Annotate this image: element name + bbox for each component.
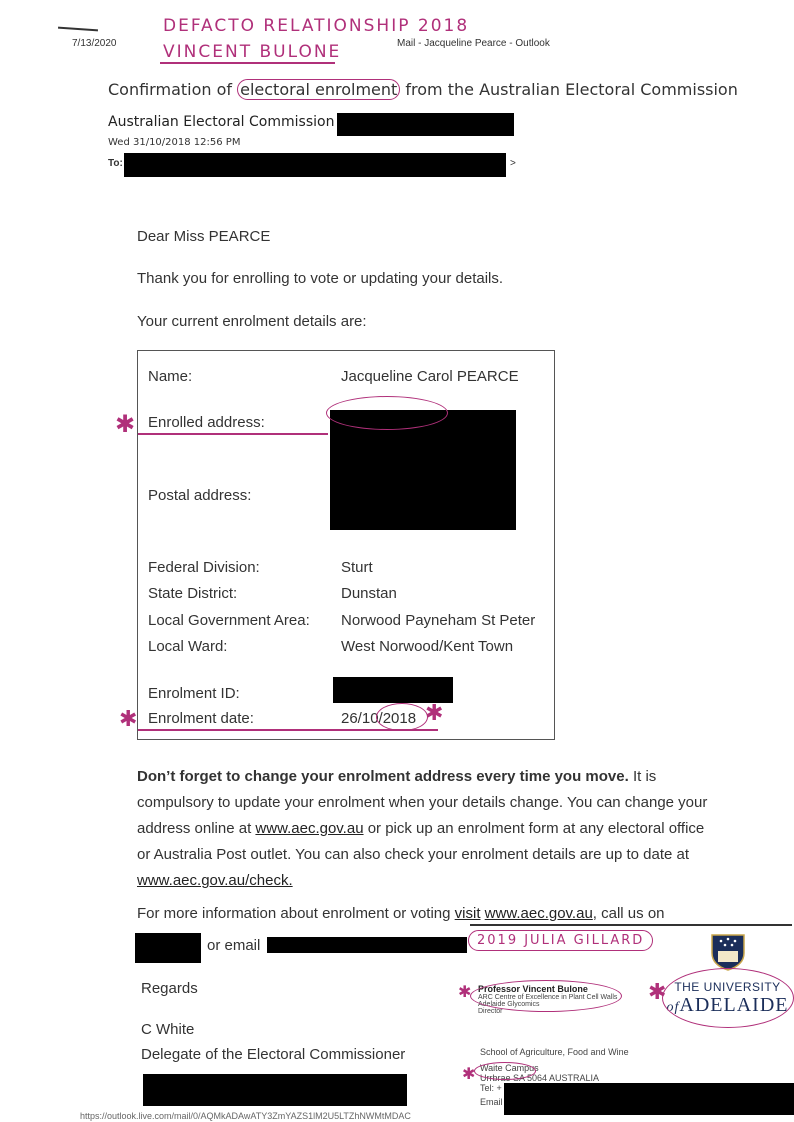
more-info-call: , call us on — [592, 905, 665, 922]
greeting: Dear Miss PEARCE — [137, 228, 271, 245]
subject-suffix: from the Australian Electoral Commission — [400, 80, 738, 99]
lga-value: Norwood Payneham St Peter — [341, 612, 536, 629]
signer-name: C White — [141, 1021, 195, 1038]
federal-division-value: Sturt — [341, 559, 373, 576]
subject-circled: electoral enrolment — [237, 79, 400, 100]
more-info-visit: visit — [454, 905, 481, 922]
reminder-text-2: or pick up an enrolment form at any electoral office or Australia Post outlet. You can also check your enrolment details are up to date at — [137, 820, 705, 863]
school-name: School of Agriculture, Food and Wine — [480, 1047, 629, 1057]
footer-url: https://outlook.live.com/mail/0/AQMkADAwATY3ZmYAZS1lM2U5LTZhNWMtMDAC — [80, 1111, 411, 1121]
print-date: 7/13/2020 — [72, 38, 117, 49]
reminder-bold: Don’t forget to change your enrolment address every time you move. — [137, 768, 629, 785]
pen-circle-university — [662, 968, 794, 1028]
university-name-of: of — [666, 1000, 680, 1015]
pen-circle-date — [376, 703, 428, 731]
redaction-contact — [504, 1083, 794, 1115]
intro-line: Your current enrolment details are: — [137, 313, 367, 330]
name-label: Name: — [148, 368, 193, 385]
aec-link-2[interactable]: www.aec.gov.au — [484, 905, 593, 922]
enrolled-address-label: Enrolled address: — [148, 414, 265, 431]
handwritten-note-name: VINCENT BULONE — [163, 42, 342, 62]
local-ward-value: West Norwood/Kent Town — [341, 638, 514, 655]
redaction-email — [267, 937, 467, 953]
pen-underline — [160, 62, 335, 64]
professor-glycomics: Adelaide Glycomics — [478, 1001, 540, 1008]
pen-circle-address — [326, 396, 448, 430]
handwritten-note-julia: 2019 JULIA GILLARD — [468, 930, 653, 951]
professor-role: Director — [478, 1008, 503, 1015]
redaction-signature — [143, 1074, 407, 1106]
pen-underline — [470, 924, 792, 926]
aec-link[interactable]: www.aec.gov.au — [255, 820, 364, 837]
name-value: Jacqueline Carol PEARCE — [341, 368, 519, 385]
redaction-sender-email — [337, 113, 514, 136]
redaction-recipient — [124, 153, 506, 177]
email-to-tail: > — [510, 158, 516, 169]
redaction-phone — [135, 933, 201, 963]
pen-underline — [138, 433, 328, 435]
print-title: Mail - Jacqueline Pearce - Outlook — [397, 38, 550, 49]
professor-arc: ARC Centre of Excellence in Plant Cell Walls — [478, 994, 618, 1001]
pen-circle-professor — [470, 980, 622, 1012]
redaction-enrolment-id — [333, 677, 453, 703]
campus-address: Urrbrae SA 5064 AUSTRALIA — [480, 1073, 600, 1083]
enrolment-date-label: Enrolment date: — [148, 710, 254, 727]
university-crest-icon — [710, 933, 746, 971]
regards: Regards — [141, 980, 198, 997]
aec-check-link[interactable]: www.aec.gov.au/check. — [137, 872, 293, 889]
state-district-label: State District: — [148, 585, 238, 602]
email-subject — [108, 80, 738, 99]
more-info-line — [137, 905, 665, 922]
lga-label: Local Government Area: — [148, 612, 310, 629]
local-ward-label: Local Ward: — [148, 638, 228, 655]
campus-name: Waite Campus — [480, 1063, 539, 1073]
thanks-line: Thank you for enrolling to vote or updating your details. — [137, 270, 504, 287]
asterisk-mark-icon: ✱ — [425, 701, 446, 726]
state-district-value: Dunstan — [341, 585, 397, 602]
asterisk-mark-icon: ✱ — [119, 707, 140, 732]
federal-division-label: Federal Division: — [148, 559, 260, 576]
asterisk-mark-icon: ✱ — [115, 410, 138, 438]
email-label: Email — [480, 1097, 503, 1107]
enrolment-date-value: 26/10/2018 — [341, 710, 417, 727]
professor-name: Professor Vincent Bulone — [478, 984, 588, 994]
reminder-paragraph — [137, 764, 717, 894]
signer-title: Delegate of the Electoral Commissioner — [141, 1046, 406, 1063]
postal-address-label: Postal address: — [148, 487, 252, 504]
university-name-adelaide: ADELAIDE — [679, 994, 789, 1016]
asterisk-mark-icon: ✱ — [458, 982, 474, 1001]
subject-prefix: Confirmation of — [108, 80, 238, 99]
pen-circle-campus — [474, 1062, 536, 1080]
scribble-mark — [58, 27, 98, 32]
more-info-text: For more information about enrolment or voting — [137, 905, 455, 922]
email-to-label: To: — [108, 158, 123, 169]
asterisk-mark-icon: ✱ — [648, 980, 669, 1005]
email-sender: Australian Electoral Commission — [108, 114, 335, 130]
asterisk-mark-icon: ✱ — [462, 1064, 478, 1083]
email-sent-date: Wed 31/10/2018 12:56 PM — [108, 137, 241, 148]
tel-label: Tel: + — [480, 1083, 502, 1093]
enrolment-id-label: Enrolment ID: — [148, 685, 240, 702]
or-email-label: or email — [207, 937, 261, 954]
handwritten-note-defacto: DEFACTO RELATIONSHIP 2018 — [163, 16, 470, 36]
university-name-line1: THE UNIVERSITY — [674, 980, 781, 994]
reminder-text-1: It is compulsory to update your enrolment when your details change. You can change your address online at — [137, 768, 708, 837]
